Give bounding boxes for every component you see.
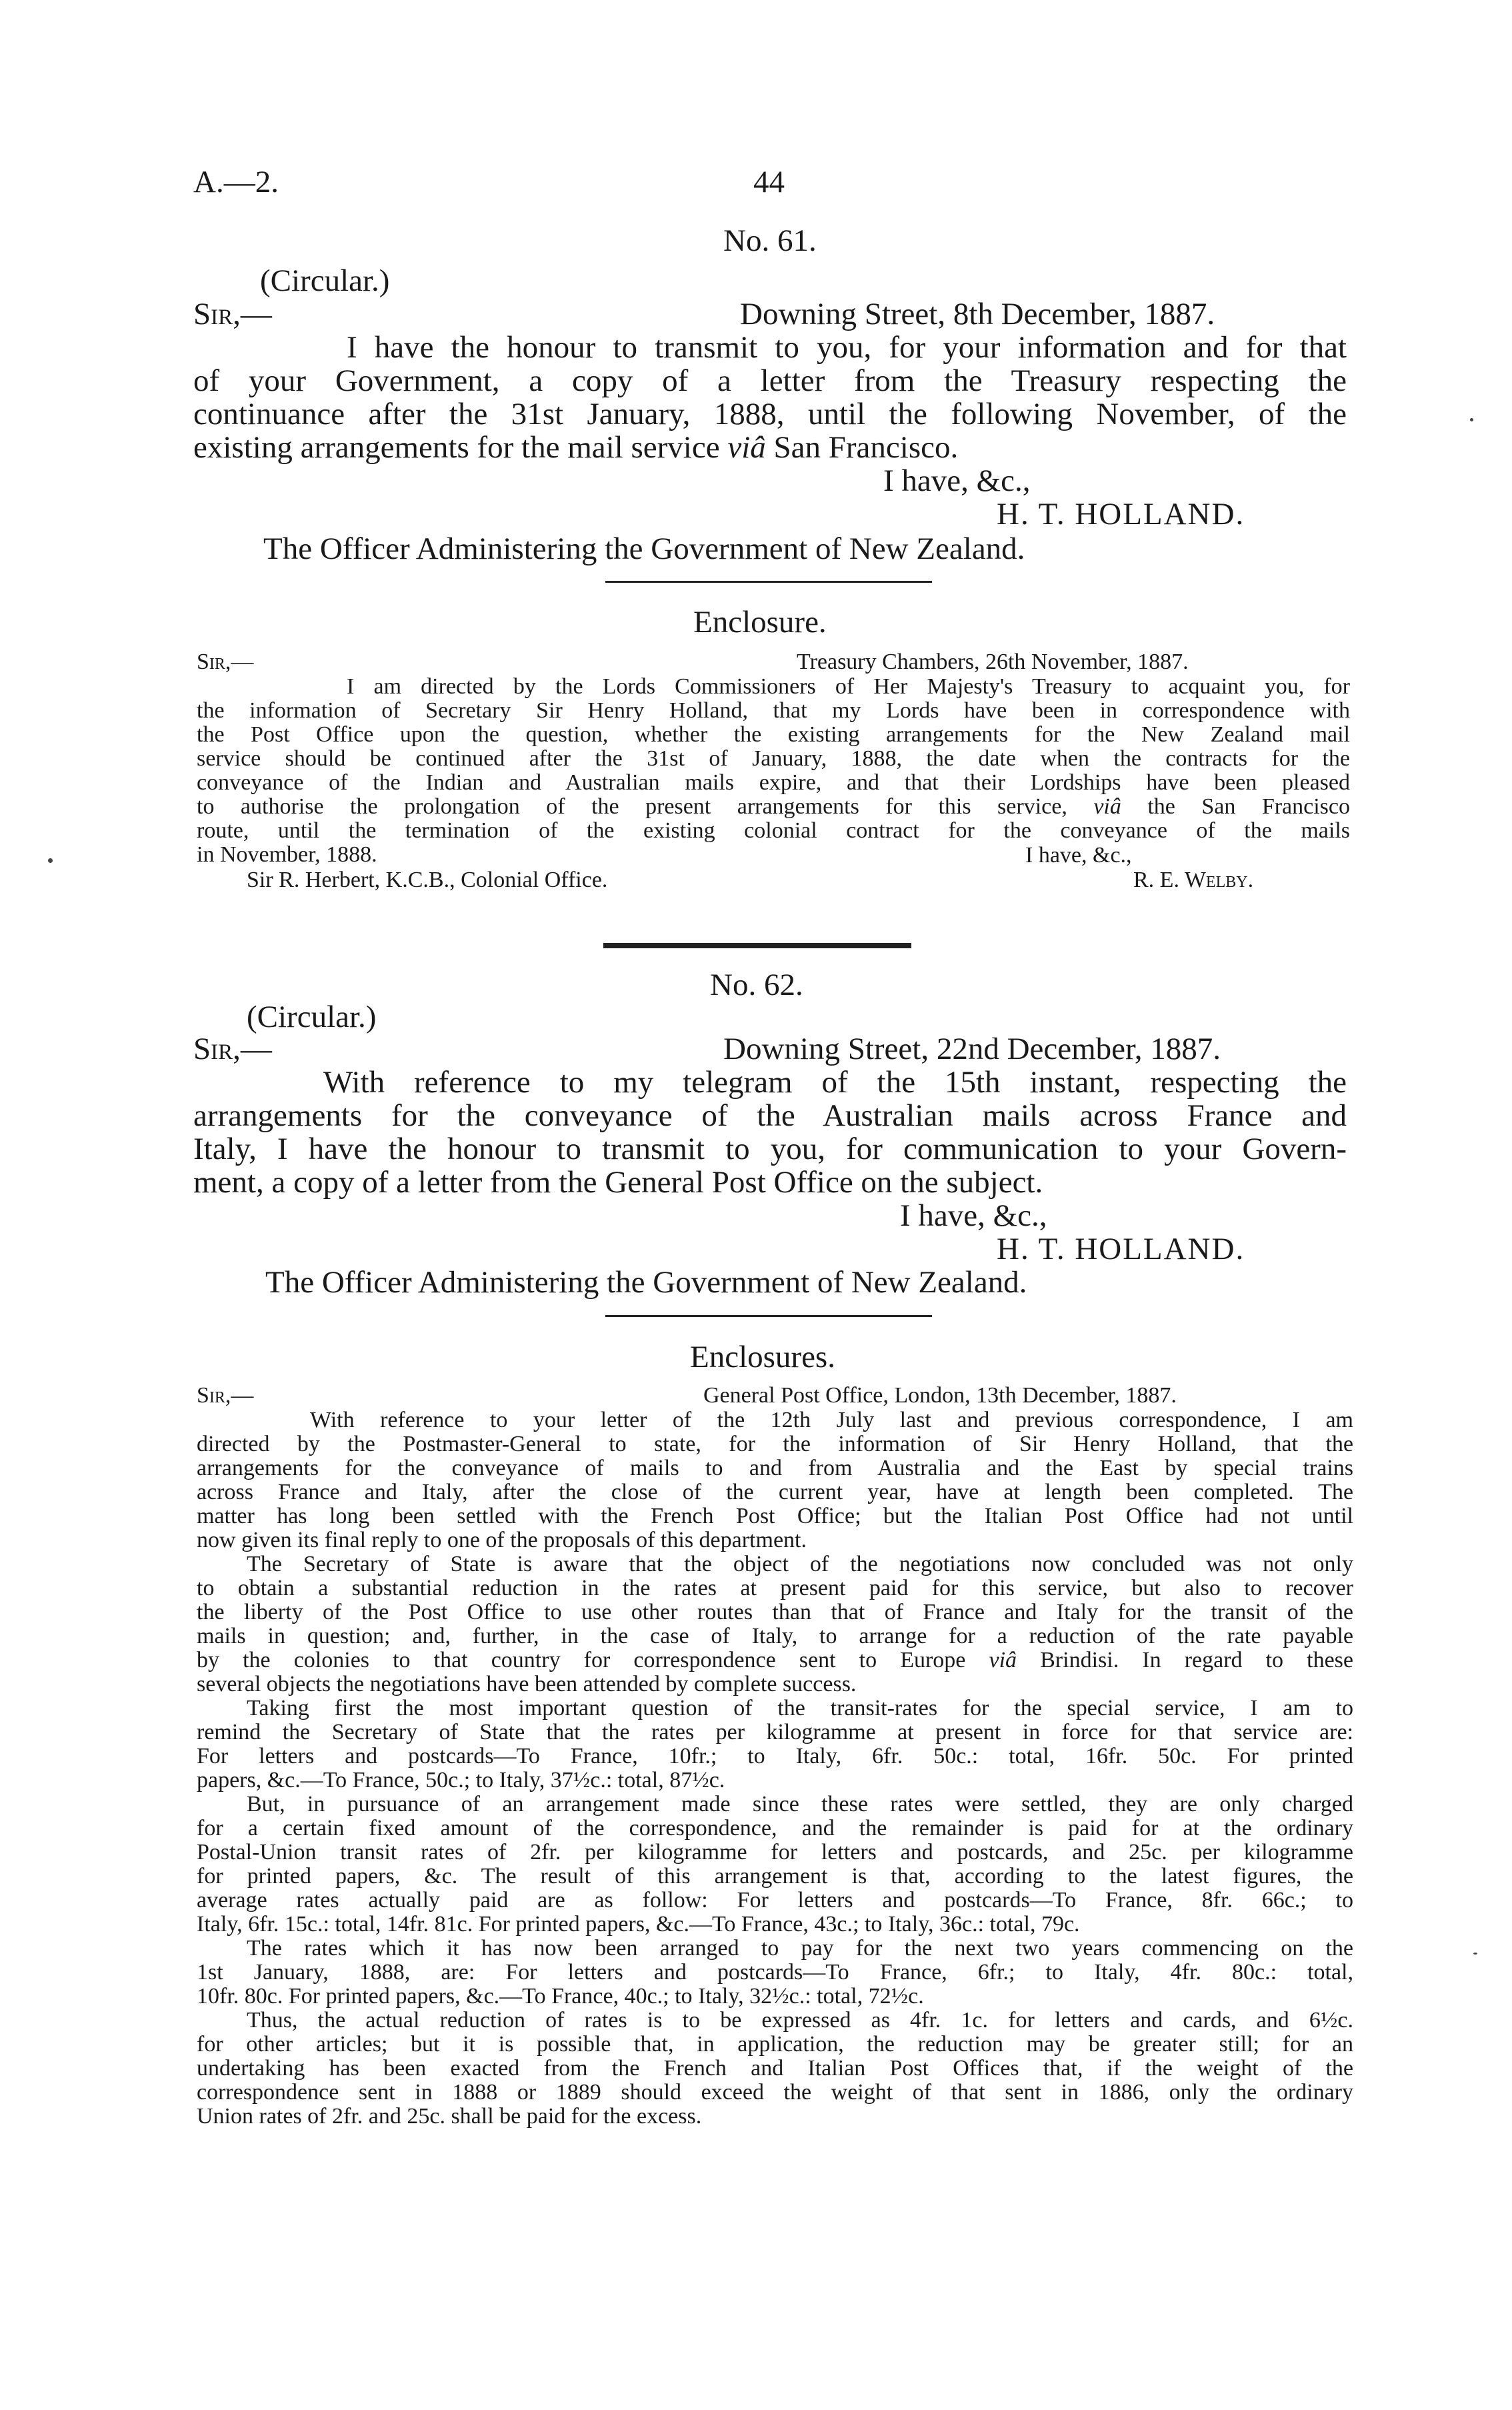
letter-61-addressee: The Officer Administering the Government of New Zealand. <box>263 531 1025 566</box>
p5-line-3: 10fr. 80c. For printed papers, &c.—To France, 40c.; to Italy, 32½c.: total, 72½c. <box>197 1984 924 2009</box>
p5-line-2: 1st January, 1888, are: For letters and postcards—To France, 6fr.; to Italy, 4fr. 80c.: total, <box>197 1960 1353 1985</box>
p6-line-4: correspondence sent in 1888 or 1889 should exceed the weight of that sent in 1886, only the ordinary <box>197 2080 1353 2105</box>
enclosure-61-line-1: I am directed by the Lords Commissioners of Her Majesty's Treasury to acquaint you, for <box>347 674 1350 699</box>
p4-line-5: average rates actually paid are as follow: For letters and postcards—To France, 8fr. 66c.; to <box>197 1888 1353 1913</box>
enclosure-61-line-2: the information of Secretary Sir Henry Holland, that my Lords have been in correspondence with <box>197 698 1350 723</box>
letter-61-line-2: of your Government, a copy of a letter from the Treasury respecting the <box>193 363 1347 398</box>
letter-61-signature: H. T. HOLLAND. <box>997 497 1245 531</box>
p1-line-6: now given its final reply to one of the proposals of this department. <box>197 1528 807 1552</box>
enclosure-61-line-7: route, until the termination of the existing colonial contract for the conveyance of the mails <box>197 818 1350 843</box>
letter-61-place-date: Downing Street, 8th December, 1887. <box>740 297 1215 331</box>
letter-62-circular: (Circular.) <box>247 1000 377 1034</box>
enclosure-61-signature: R. E. Welby. <box>1133 868 1254 892</box>
p2-line-6: several objects the negotiations have been attended by complete success. <box>197 1672 857 1696</box>
letter-61-number: No. 61. <box>723 223 817 258</box>
p4-line-2: for a certain fixed amount of the correspondence, and the remainder is paid for at the ordinary <box>197 1816 1353 1841</box>
p1-line-3: arrangements for the conveyance of mails to and from Australia and the East by special trains <box>197 1456 1353 1480</box>
scan-speck <box>48 858 53 863</box>
letter-61-circular: (Circular.) <box>260 263 390 298</box>
p3-line-3: For letters and postcards—To France, 10fr.; to Italy, 6fr. 50c.: total, 16fr. 50c. For printed <box>197 1744 1353 1768</box>
p1-line-4: across France and Italy, after the close of the current year, have at length been completed. The <box>197 1480 1353 1504</box>
p2-line-1: The Secretary of State is aware that the object of the negotiations now concluded was not only <box>247 1552 1353 1576</box>
enclosure-62-place-date: General Post Office, London, 13th December, 1887. <box>703 1383 1177 1408</box>
letter-61-line-3: continuance after the 31st January, 1888, until the following November, of the <box>193 397 1347 431</box>
letter-61-closing: I have, &c., <box>883 463 1031 498</box>
enclosure-61-heading: Enclosure. <box>693 605 827 640</box>
letter-62-number: No. 62. <box>710 968 803 1002</box>
p2-line-2: to obtain a substantial reduction in the rates at present paid for this service, but also to recover <box>197 1576 1353 1600</box>
page-number: 44 <box>753 165 785 199</box>
p2-line-4: mails in question; and, further, in the case of Italy, to arrange for a reduction of the rate payable <box>197 1624 1353 1648</box>
scan-speck <box>1473 1953 1477 1955</box>
enclosure-61-place-date: Treasury Chambers, 26th November, 1887. <box>797 650 1189 674</box>
p1-line-2: directed by the Postmaster-General to state, for the information of Sir Henry Holland, that the <box>197 1432 1353 1456</box>
p1-line-1: With reference to your letter of the 12th July last and previous correspondence, I am <box>310 1408 1353 1432</box>
p4-line-3: Postal-Union transit rates of 2fr. per kilogramme for letters and postcards, and 25c. per kilogramme <box>197 1840 1353 1865</box>
enclosure-61-body <box>197 675 1350 867</box>
p6-line-1: Thus, the actual reduction of rates is to be expressed as 4fr. 1c. for letters and cards, and 6½c. <box>247 2008 1353 2033</box>
enclosure-61-closing: I have, &c., <box>1025 843 1132 868</box>
p2-line-5: by the colonies to that country for correspondence sent to Europe viâ Brindisi. In regard to these <box>197 1648 1353 1672</box>
letter-62-line-4: ment, a copy of a letter from the General Post Office on the subject. <box>193 1165 1043 1200</box>
enclosure-61-line-4: service should be continued after the 31st of January, 1888, the date when the contracts for the <box>197 746 1350 771</box>
letter-62-line-1: With reference to my telegram of the 15th instant, respecting the <box>323 1065 1347 1100</box>
p5-line-1: The rates which it has now been arranged to pay for the next two years commencing on the <box>247 1936 1353 1961</box>
enclosure-61-line-8: in November, 1888. <box>197 842 377 867</box>
p3-line-2: remind the Secretary of State that the rates per kilogramme at present in force for that service are: <box>197 1720 1353 1744</box>
letter-62-signature: H. T. HOLLAND. <box>997 1232 1245 1266</box>
letter-61-line-4: existing arrangements for the mail service viâ San Francisco. <box>193 430 959 465</box>
letter-62-addressee: The Officer Administering the Government of New Zealand. <box>265 1265 1027 1300</box>
divider-thick <box>603 943 911 948</box>
enclosure-62-salutation: Sir,— <box>197 1383 254 1408</box>
enclosure-61-line-5: conveyance of the Indian and Australian mails expire, and that their Lordships have been pleased <box>197 770 1350 795</box>
letter-62-line-2: arrangements for the conveyance of the Australian mails across France and <box>193 1098 1347 1133</box>
letter-62-closing: I have, &c., <box>900 1198 1047 1233</box>
letter-61-body <box>193 331 1347 464</box>
letter-62-body <box>193 1066 1347 1199</box>
p4-line-1: But, in pursuance of an arrangement made since these rates were settled, they are only charged <box>247 1792 1353 1817</box>
letter-62-place-date: Downing Street, 22nd December, 1887. <box>723 1032 1221 1066</box>
enclosure-61-salutation: Sir,— <box>197 650 254 674</box>
letter-62-salutation: Sir,— <box>193 1032 272 1066</box>
letter-61-salutation: Sir,— <box>193 297 272 331</box>
enclosure-62-heading: Enclosures. <box>690 1340 835 1374</box>
divider-short-1 <box>605 581 932 583</box>
p6-line-3: undertaking has been exacted from the French and Italian Post Offices that, if the weight of the <box>197 2056 1353 2081</box>
letter-62-line-3: Italy, I have the honour to transmit to you, for communication to your Govern- <box>193 1132 1347 1166</box>
scan-speck <box>1470 418 1473 421</box>
divider-short-2 <box>605 1315 932 1317</box>
letter-61-line-1: I have the honour to transmit to you, for your information and for that <box>347 330 1347 365</box>
p4-line-6: Italy, 6fr. 15c.: total, 14fr. 81c. For printed papers, &c.—To France, 43c.; to Italy, 36c.: total, 79c. <box>197 1912 1080 1937</box>
p4-line-4: for printed papers, &c. The result of this arrangement is that, according to the latest figures, the <box>197 1864 1353 1889</box>
p3-line-4: papers, &c.—To France, 50c.; to Italy, 37½c.: total, 87½c. <box>197 1768 725 1792</box>
enclosure-61-line-6: to authorise the prolongation of the present arrangements for this service, viâ the San Francisco <box>197 794 1351 819</box>
p6-line-2: for other articles; but it is possible that, in application, the reduction may be greater still; for an <box>197 2032 1353 2057</box>
enclosure-61-line-3: the Post Office upon the question, whether the existing arrangements for the New Zealand mail <box>197 722 1350 747</box>
enclosure-62-body <box>197 1408 1353 2129</box>
p6-line-5: Union rates of 2fr. and 25c. shall be paid for the excess. <box>197 2104 702 2129</box>
p1-line-5: matter has long been settled with the French Post Office; but the Italian Post Office had not until <box>197 1504 1353 1528</box>
p2-line-3: the liberty of the Post Office to use other routes than that of France and Italy for the transit of the <box>197 1600 1353 1624</box>
p3-line-1: Taking first the most important question of the transit-rates for the special service, I am to <box>247 1696 1353 1720</box>
page-ref: A.—2. <box>193 165 279 199</box>
enclosure-61-recipient: Sir R. Herbert, K.C.B., Colonial Office. <box>247 868 608 892</box>
